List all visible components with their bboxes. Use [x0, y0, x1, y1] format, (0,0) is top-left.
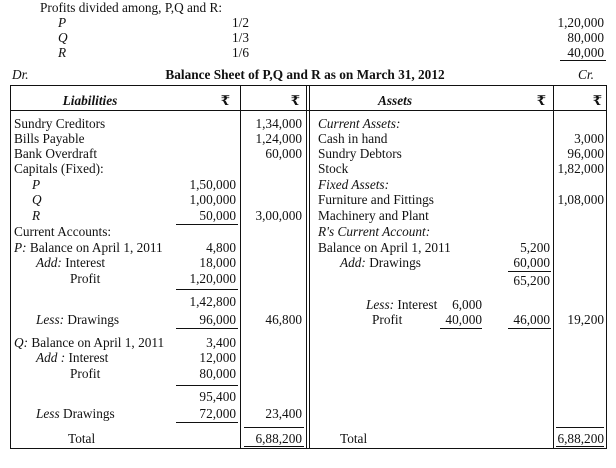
p-balance-label: Balance on April 1, 2011 — [29, 240, 163, 255]
capital-p-label: P — [32, 177, 41, 192]
asset-total-bottom-rule — [556, 446, 604, 447]
r-drawings-row — [340, 255, 421, 270]
profit-row-q-ratio: 1/3 — [232, 30, 249, 45]
sundry-creditors-amount: 1,34,000 — [255, 116, 302, 131]
cr-label: Cr. — [578, 67, 594, 82]
bills-payable-label: Bills Payable — [14, 131, 85, 146]
stock-amount: 1,82,000 — [557, 161, 604, 176]
p-drawings-label: Drawings — [67, 312, 120, 327]
col-line-center-a — [306, 85, 307, 449]
p-balance-row — [14, 240, 163, 255]
liab-grand-total: 6,88,200 — [255, 431, 302, 446]
profits-heading-text: Profits divided among, P,Q and R: — [40, 0, 223, 15]
debtors-label: Sundry Debtors — [318, 146, 402, 161]
p-drawings-row — [36, 312, 119, 327]
q-profit-amount: 80,000 — [199, 366, 236, 381]
r-deduct-rule — [508, 328, 551, 329]
q-less-label: Less — [36, 406, 60, 421]
r-drawings-label: Drawings — [369, 255, 421, 270]
machinery-label: Machinery and Plant — [318, 208, 429, 223]
table-header-rule — [10, 110, 606, 111]
col-line-right — [606, 85, 607, 449]
p-subtotal-amount: 1,42,800 — [189, 294, 236, 309]
r-net-amount: 19,200 — [567, 312, 604, 327]
bills-payable-amount: 1,24,000 — [255, 131, 302, 146]
profit-row-r-ratio: 1/6 — [232, 45, 249, 60]
q-interest-row — [36, 350, 108, 365]
capital-q-amount: 1,00,000 — [189, 192, 236, 207]
liabilities-header: Liabilities — [62, 93, 118, 108]
asset-total-top-rule — [556, 427, 604, 428]
col-line-center-b — [309, 85, 310, 449]
q-balance-row — [14, 335, 164, 350]
asset-grand-total: 6,88,200 — [557, 431, 604, 446]
r-add-label: Add: — [340, 255, 366, 270]
p-less-label: Less: — [36, 312, 65, 327]
dr-label: Dr. — [12, 67, 29, 82]
q-subtotal-rule — [176, 385, 238, 386]
table-bottom-rule — [10, 448, 606, 449]
p-add-label: Add: — [36, 255, 62, 270]
liab-total-bottom-rule — [244, 446, 304, 447]
furniture-label: Furniture and Fittings — [318, 192, 434, 207]
r-profit-label: Profit — [372, 312, 403, 327]
liab-total-top-rule — [244, 427, 304, 428]
p-drawings-amount: 96,000 — [199, 312, 236, 327]
r-profit-amount: 40,000 — [445, 312, 482, 327]
p-total-amount: 46,800 — [265, 312, 302, 327]
r-balance-label: Balance on April 1, 2011 — [318, 240, 451, 255]
profits-heading — [40, 0, 222, 15]
q-drawings-row — [36, 406, 115, 421]
assets-header: Assets — [378, 93, 412, 108]
q-interest-label: Interest — [68, 350, 109, 365]
p-profit-amount: 1,20,000 — [189, 271, 236, 286]
furniture-amount: 1,08,000 — [557, 192, 604, 207]
q-profit-label: Profit — [70, 366, 101, 381]
q-subtotal-amount: 95,400 — [199, 389, 236, 404]
p-interest-label: Interest — [65, 255, 106, 270]
r-profit-rule — [440, 328, 482, 329]
fixed-assets-label: Fixed Assets: — [318, 177, 390, 192]
profit-row-q-name: Q — [58, 30, 68, 45]
rupee-header-2: ₹ — [290, 93, 300, 108]
col-line-left — [10, 85, 11, 449]
q-drawings-amount: 72,000 — [199, 406, 236, 421]
capitals-total-amount: 3,00,000 — [255, 208, 302, 223]
profit-row-r-name: R — [58, 45, 67, 60]
capital-r-amount: 50,000 — [199, 208, 236, 223]
profit-total-rule — [560, 60, 606, 61]
stock-label: Stock — [318, 161, 349, 176]
q-interest-amount: 12,000 — [199, 350, 236, 365]
liab-total-label: Total — [68, 431, 96, 446]
p-drawings-rule — [176, 328, 238, 329]
sundry-creditors-label: Sundry Creditors — [14, 116, 106, 131]
q-drawings-label: Drawings — [62, 406, 115, 421]
cash-label: Cash in hand — [318, 131, 388, 146]
r-less-label: Less: — [366, 297, 395, 312]
bank-overdraft-amount: 60,000 — [265, 146, 302, 161]
capitals-label: Capitals (Fixed): — [14, 161, 104, 176]
p-interest-row — [36, 255, 105, 270]
r-balance-amount: 5,200 — [520, 240, 550, 255]
p-interest-amount: 18,000 — [199, 255, 236, 270]
q-total-amount: 23,400 — [265, 406, 302, 421]
q-drawings-rule — [176, 422, 238, 423]
q-balance-partner: Q: — [14, 335, 29, 350]
p-balance-partner: P: — [14, 240, 27, 255]
r-drawings-rule — [508, 271, 551, 272]
asset-total-label: Total — [340, 431, 368, 446]
profit-row-q-amount: 80,000 — [567, 30, 604, 45]
p-subtotal-rule — [176, 289, 238, 290]
q-balance-amount: 3,400 — [206, 335, 236, 350]
profit-row-p-ratio: 1/2 — [232, 15, 249, 30]
current-assets-label: Current Assets: — [318, 116, 401, 131]
rupee-header-4: ₹ — [592, 93, 602, 108]
profit-row-p-name: P — [58, 15, 67, 30]
profit-row-r-amount: 40,000 — [567, 45, 604, 60]
p-profit-label: Profit — [70, 271, 101, 286]
r-drawings-amount: 60,000 — [513, 255, 550, 270]
r-subtotal-amount: 65,200 — [513, 273, 550, 288]
capital-p-amount: 1,50,000 — [189, 177, 236, 192]
r-interest-amount: 6,000 — [452, 297, 482, 312]
r-interest-label: Interest — [397, 297, 438, 312]
q-add-label: Add : — [36, 350, 66, 365]
capital-r-label: R — [32, 208, 41, 223]
p-balance-amount: 4,800 — [206, 240, 236, 255]
debtors-amount: 96,000 — [567, 146, 604, 161]
cash-amount: 3,000 — [574, 131, 604, 146]
q-balance-label: Balance on April 1, 2011 — [31, 335, 165, 350]
rupee-header-1: ₹ — [220, 93, 230, 108]
bank-overdraft-label: Bank Overdraft — [14, 146, 98, 161]
r-deduct-amount: 46,000 — [513, 312, 550, 327]
capitals-subtotal-rule — [176, 224, 238, 225]
capital-q-label: Q — [32, 192, 42, 207]
rupee-header-3: ₹ — [536, 93, 546, 108]
current-accounts-label: Current Accounts: — [14, 224, 112, 239]
table-top-rule — [10, 85, 606, 86]
r-current-label: R's Current Account: — [318, 224, 431, 239]
profit-row-p-amount: 1,20,000 — [557, 15, 604, 30]
sheet-title: Balance Sheet of P,Q and R as on March 31, 2012 — [165, 67, 445, 82]
